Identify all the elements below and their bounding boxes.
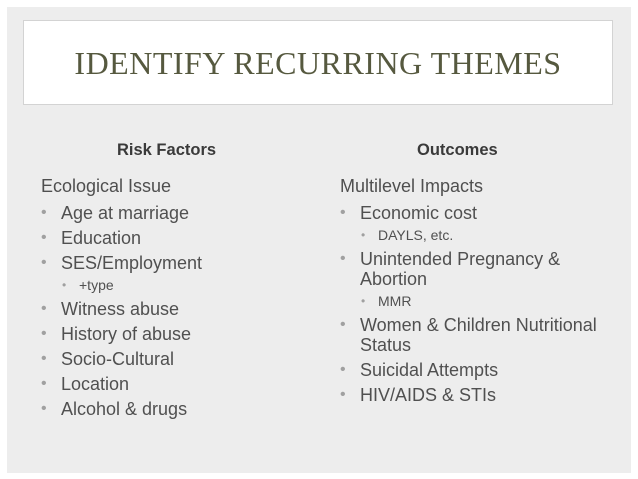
- list-item-label: History of abuse: [61, 324, 192, 344]
- bullet-icon: •: [41, 254, 47, 271]
- outcomes-heading: Outcomes: [417, 141, 498, 159]
- slide-title: IDENTIFY RECURRING THEMES: [74, 45, 562, 81]
- list-item: [41, 299, 311, 319]
- list-item: [41, 374, 311, 394]
- list-item-label: Socio-Cultural: [61, 349, 175, 369]
- sub-list-item: [41, 276, 311, 294]
- sub-list-item-label: MMR: [378, 293, 412, 309]
- list-item-label: Location: [61, 374, 130, 394]
- list-item: [340, 385, 630, 405]
- bullet-icon: •: [361, 228, 366, 242]
- bullet-icon: •: [62, 278, 67, 292]
- bullet-icon: •: [41, 400, 47, 417]
- list-item: [41, 399, 311, 419]
- bullet-icon: •: [361, 294, 366, 308]
- list-item-label: HIV/AIDS & STIs: [360, 385, 497, 405]
- risk-factors-intro: Ecological Issue: [41, 176, 172, 196]
- bullet-icon: •: [340, 250, 346, 267]
- title-box: [23, 20, 613, 105]
- risk-factors-column: [41, 174, 311, 419]
- bullet-icon: •: [340, 386, 346, 403]
- list-item-label: Women & Children Nutritional Status: [360, 315, 597, 355]
- list-item: [340, 203, 630, 223]
- list-item-label: Education: [61, 228, 142, 248]
- list-item: [41, 203, 311, 223]
- outcomes-list: [340, 203, 630, 405]
- sub-list-item-label: DAYLS, etc.: [378, 227, 454, 243]
- outcomes-column: [340, 174, 630, 405]
- bullet-icon: •: [41, 204, 47, 221]
- list-item: [340, 315, 630, 355]
- list-item-label: Economic cost: [360, 203, 478, 223]
- bullet-icon: •: [340, 204, 346, 221]
- list-item: [41, 349, 311, 369]
- outcomes-intro: Multilevel Impacts: [340, 176, 484, 196]
- list-item-label: Witness abuse: [61, 299, 180, 319]
- bullet-icon: •: [41, 229, 47, 246]
- list-item: [41, 228, 311, 248]
- bullet-icon: •: [41, 350, 47, 367]
- list-item: [340, 360, 630, 380]
- bullet-icon: •: [41, 325, 47, 342]
- list-item: [340, 249, 630, 289]
- list-item-label: Unintended Pregnancy & Abortion: [360, 249, 561, 289]
- list-item-label: Alcohol & drugs: [61, 399, 188, 419]
- sub-list-item: [340, 226, 630, 244]
- bullet-icon: •: [340, 361, 346, 378]
- risk-factors-list: [41, 203, 311, 419]
- list-item-label: Suicidal Attempts: [360, 360, 499, 380]
- bullet-icon: •: [41, 375, 47, 392]
- sub-list-item: [340, 292, 630, 310]
- list-item: [41, 324, 311, 344]
- sub-list-item-label: +type: [79, 277, 114, 293]
- list-item: [41, 253, 311, 273]
- risk-factors-heading: Risk Factors: [117, 141, 217, 159]
- list-item-label: SES/Employment: [61, 253, 203, 273]
- list-item-label: Age at marriage: [61, 203, 190, 223]
- bullet-icon: •: [340, 316, 346, 333]
- bullet-icon: •: [41, 300, 47, 317]
